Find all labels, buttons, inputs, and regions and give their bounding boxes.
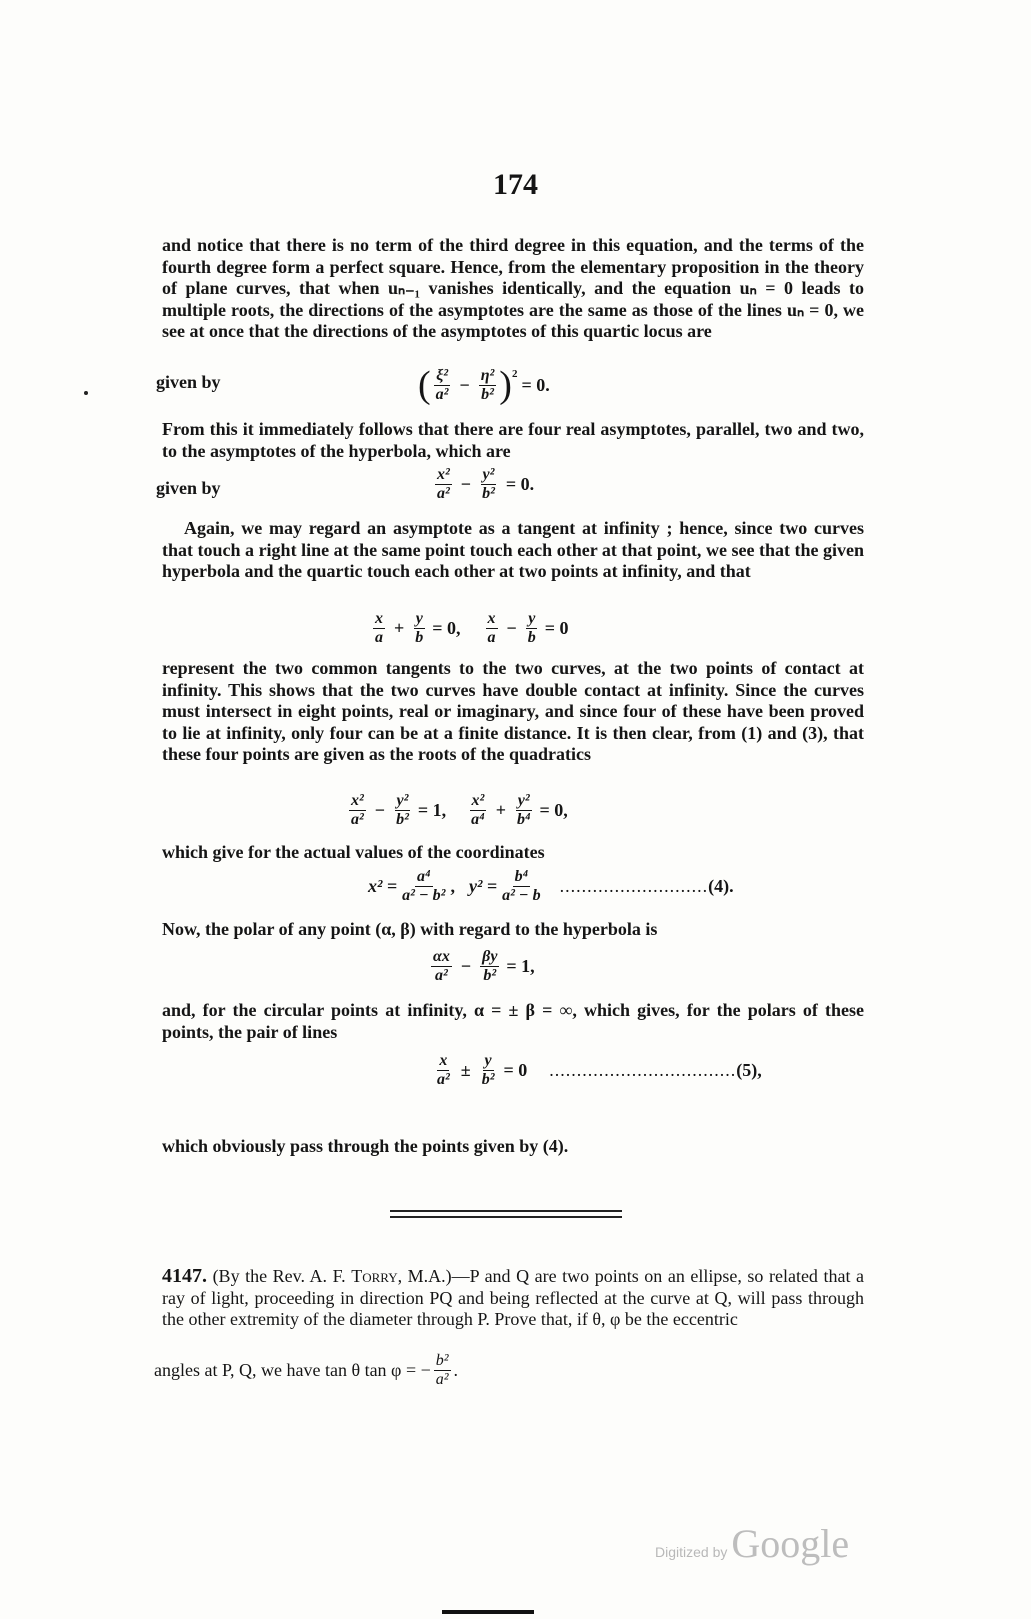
- question-4147: [162, 1266, 864, 1331]
- equation-7: $\frac{x}{\text{a²}}$ ± $\frac{y}{\text{b²}}$ = 0 .................................. (5),: [437, 1052, 762, 1088]
- equation-1-label: given by: [156, 372, 221, 392]
- section-rule-bottom: [390, 1216, 622, 1218]
- question-text: an ellipse, so related that a ray of light, proceeding in direction PQ and being reflected at the curve at Q, will pass through the other extremity of the diameter through P. Prove that, if θ, φ be the eccentric: [162, 1266, 865, 1330]
- question-author-name: Torry: [351, 1266, 398, 1286]
- paragraph-2: From this it immediately follows that there are four real asymptotes, parallel, two and two, to the asymptotes of the hyperbola, which are: [162, 419, 864, 461]
- question-author-pre: (By the Rev. A. F.: [212, 1266, 346, 1286]
- equation-2: $\frac{\text{x²}}{\text{a²}}$ − $\frac{\text{y²}}{\text{b²}}$ = 0.: [437, 466, 535, 502]
- paragraph-1: and notice that there is no term of the third degree in this equation, and the terms of the fourth degree form a perfect square. Hence, from the elementary proposition in the theory of plane curves, that when uₙ₋₁ vanishes identically, and the equation uₙ = 0 leads to multiple roots, the directions of the asymptotes are the same as those of the lines uₙ = 0, we see at once that the directions of the asymptotes of this quartic locus are: [162, 235, 864, 342]
- question-final-line: angles at P, Q, we have tan θ tan φ = − $\frac{\text{b²}}{\text{a²}}$ .: [154, 1352, 459, 1388]
- paragraph-3: Again, we may regard an asymptote as a tangent at infinity ; hence, since two curves that touch a right line at the same point touch each other at that point, we see that the given hyperbola and the quartic touch each other at two points at infinity, and that: [162, 518, 864, 582]
- question-number: 4147.: [162, 1265, 207, 1287]
- paragraph-6: Now, the polar of any point (α, β) with regard to the hyperbola is: [162, 919, 658, 939]
- equation-5: x² = $\frac{\text{a⁴}}{\text{a² − b²}}$ , y² = $\frac{\text{b⁴}}{\text{a² − b}}$ ........................... (4).: [368, 868, 734, 904]
- paragraph-7: and, for the circular points at infinity, α = ± β = ∞, which gives, for the polars of these points, the pair of lines: [162, 1000, 864, 1042]
- section-rule-top: [390, 1210, 622, 1212]
- question-author-post: , M.A.)—P and Q are two points on: [397, 1266, 663, 1286]
- page-number: 174: [493, 168, 538, 201]
- equation-2-label: given by: [156, 478, 221, 498]
- equation-6: $\frac{\alpha x}{\text{a²}}$ − $\frac{\beta y}{\text{b²}}$ = 1,: [433, 948, 535, 984]
- google-watermark: Digitized by Google: [655, 1521, 850, 1566]
- bottom-edge-mark: [442, 1610, 534, 1614]
- paragraph-8: which obviously pass through the points given by (4).: [162, 1136, 569, 1156]
- equation-3: $\frac{x}{a}$ + $\frac{y}{b}$ = 0, $\frac{x}{a}$ − $\frac{y}{b}$ = 0: [375, 610, 569, 646]
- paragraph-4: represent the two common tangents to the two curves, at the two points of contact at infinity. This shows that the two curves have double contact at infinity. Since the curves must intersect in eight points, real or imaginary, and since four of these have been proved to lie at infinity, only four can be at a finite distance. It is then clear, from (1) and (3), that these four points are given as the roots of the quadratics: [162, 658, 864, 765]
- stray-dot: [84, 391, 88, 395]
- equation-4: $\frac{\text{x²}}{\text{a²}}$ − $\frac{\text{y²}}{\text{b²}}$ = 1, $\frac{\text{x²}}{\text{a⁴}}$ + $\frac{\text{y²}}{\text{b⁴}}$ = 0,: [351, 792, 568, 828]
- equation-1: ( $\frac{\text{ξ²}}{\text{a²}}$ − $\frac{\text{η²}}{\text{b²}}$ ) $^2$ = 0.: [418, 364, 550, 406]
- paragraph-5: which give for the actual values of the coordinates: [162, 842, 545, 862]
